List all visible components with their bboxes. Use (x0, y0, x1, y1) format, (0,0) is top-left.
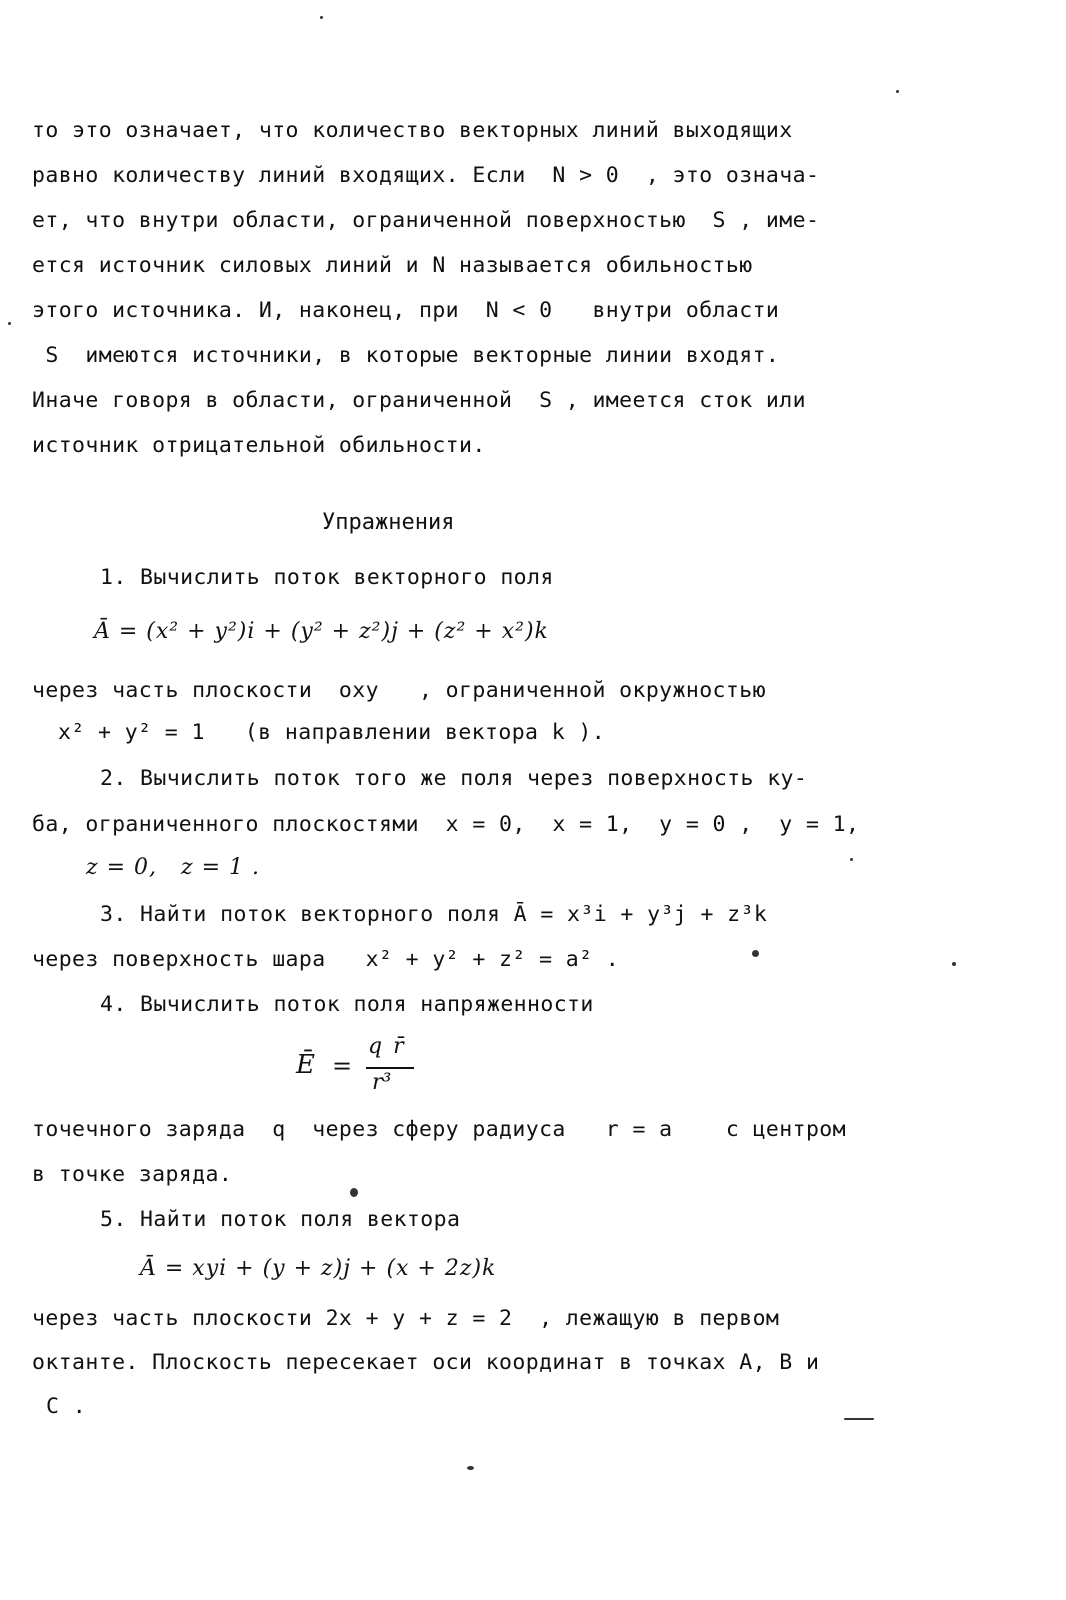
exercise-2-line-3: z = 0, z = 1 . (86, 855, 260, 880)
section-heading: Упражнения (322, 510, 455, 535)
fraction-bar (366, 1067, 414, 1069)
scan-speck (752, 950, 759, 957)
paragraph-line-3: ет, что внутри области, ограниченной поверхностью S , име- (32, 208, 820, 233)
scan-speck (467, 1466, 474, 1470)
exercise-4-line-2: точечного заряда q через сферу радиуса r = a с центром (32, 1117, 846, 1142)
exercise-4-line-3: в точке заряда. (32, 1162, 233, 1187)
formula-denominator: r³ (372, 1070, 392, 1095)
exercise-1-line-2: через часть плоскости oxy , ограниченной окружностью (32, 678, 766, 703)
formula-equals: = (332, 1052, 353, 1080)
paragraph-line-6: S имеются источники, в которые векторные линии входят. (32, 343, 780, 368)
formula-numerator: q r̄ (368, 1034, 406, 1059)
exercise-5-line-2: через часть плоскости 2x + y + z = 2 , лежащую в первом (32, 1306, 780, 1331)
exercise-5-line-4: C . (46, 1394, 87, 1419)
paragraph-line-7: Иначе говоря в области, ограниченной S , имеется сток или (32, 388, 806, 413)
exercise-4-line-1: 4. Вычислить поток поля напряженности (100, 992, 594, 1017)
field-strength-formula (296, 1034, 426, 1100)
paragraph-line-1: то это означает, что количество векторных линий выходящих (32, 118, 793, 143)
scan-speck (320, 16, 323, 19)
exercise-5-line-3: октанте. Плоскость пересекает оси координат в точках A, B и (32, 1350, 820, 1375)
formula-lhs: Ē (296, 1050, 315, 1080)
paragraph-line-4: ется источник силовых линий и N называется обильностью (32, 253, 753, 278)
exercise-1-title: 1. Вычислить поток векторного поля (100, 565, 554, 590)
scan-speck (844, 1418, 874, 1420)
exercise-2-line-2: ба, ограниченного плоскостями x = 0, x = 1, y = 0 , y = 1, (32, 812, 860, 837)
scan-speck (850, 858, 853, 861)
exercise-3-line-1: 3. Найти поток векторного поля Ā = x³i + y³j + z³k (100, 902, 768, 927)
paragraph-line-2: равно количеству линий входящих. Если N > 0 , это означа- (32, 163, 820, 188)
exercise-1-line-3: x² + y² = 1 (в направлении вектора k ). (58, 720, 606, 745)
scan-speck (896, 90, 899, 93)
paragraph-line-5: этого источника. И, наконец, при N < 0 внутри области (32, 298, 780, 323)
exercise-5-formula: Ā = xyi + (y + z)j + (x + 2z)k (140, 1256, 497, 1281)
scan-speck (350, 1188, 358, 1197)
exercise-5-line-1: 5. Найти поток поля вектора (100, 1207, 461, 1232)
scan-speck (952, 962, 956, 966)
paragraph-line-8: источник отрицательной обильности. (32, 433, 486, 458)
exercise-2-line-1: 2. Вычислить поток того же поля через поверхность ку- (100, 766, 808, 791)
exercise-1-formula: Ā = (x² + y²)i + (y² + z²)j + (z² + x²)k (94, 619, 549, 644)
scan-speck (8, 322, 11, 325)
exercise-3-line-2: через поверхность шара x² + y² + z² = a² . (32, 947, 620, 972)
